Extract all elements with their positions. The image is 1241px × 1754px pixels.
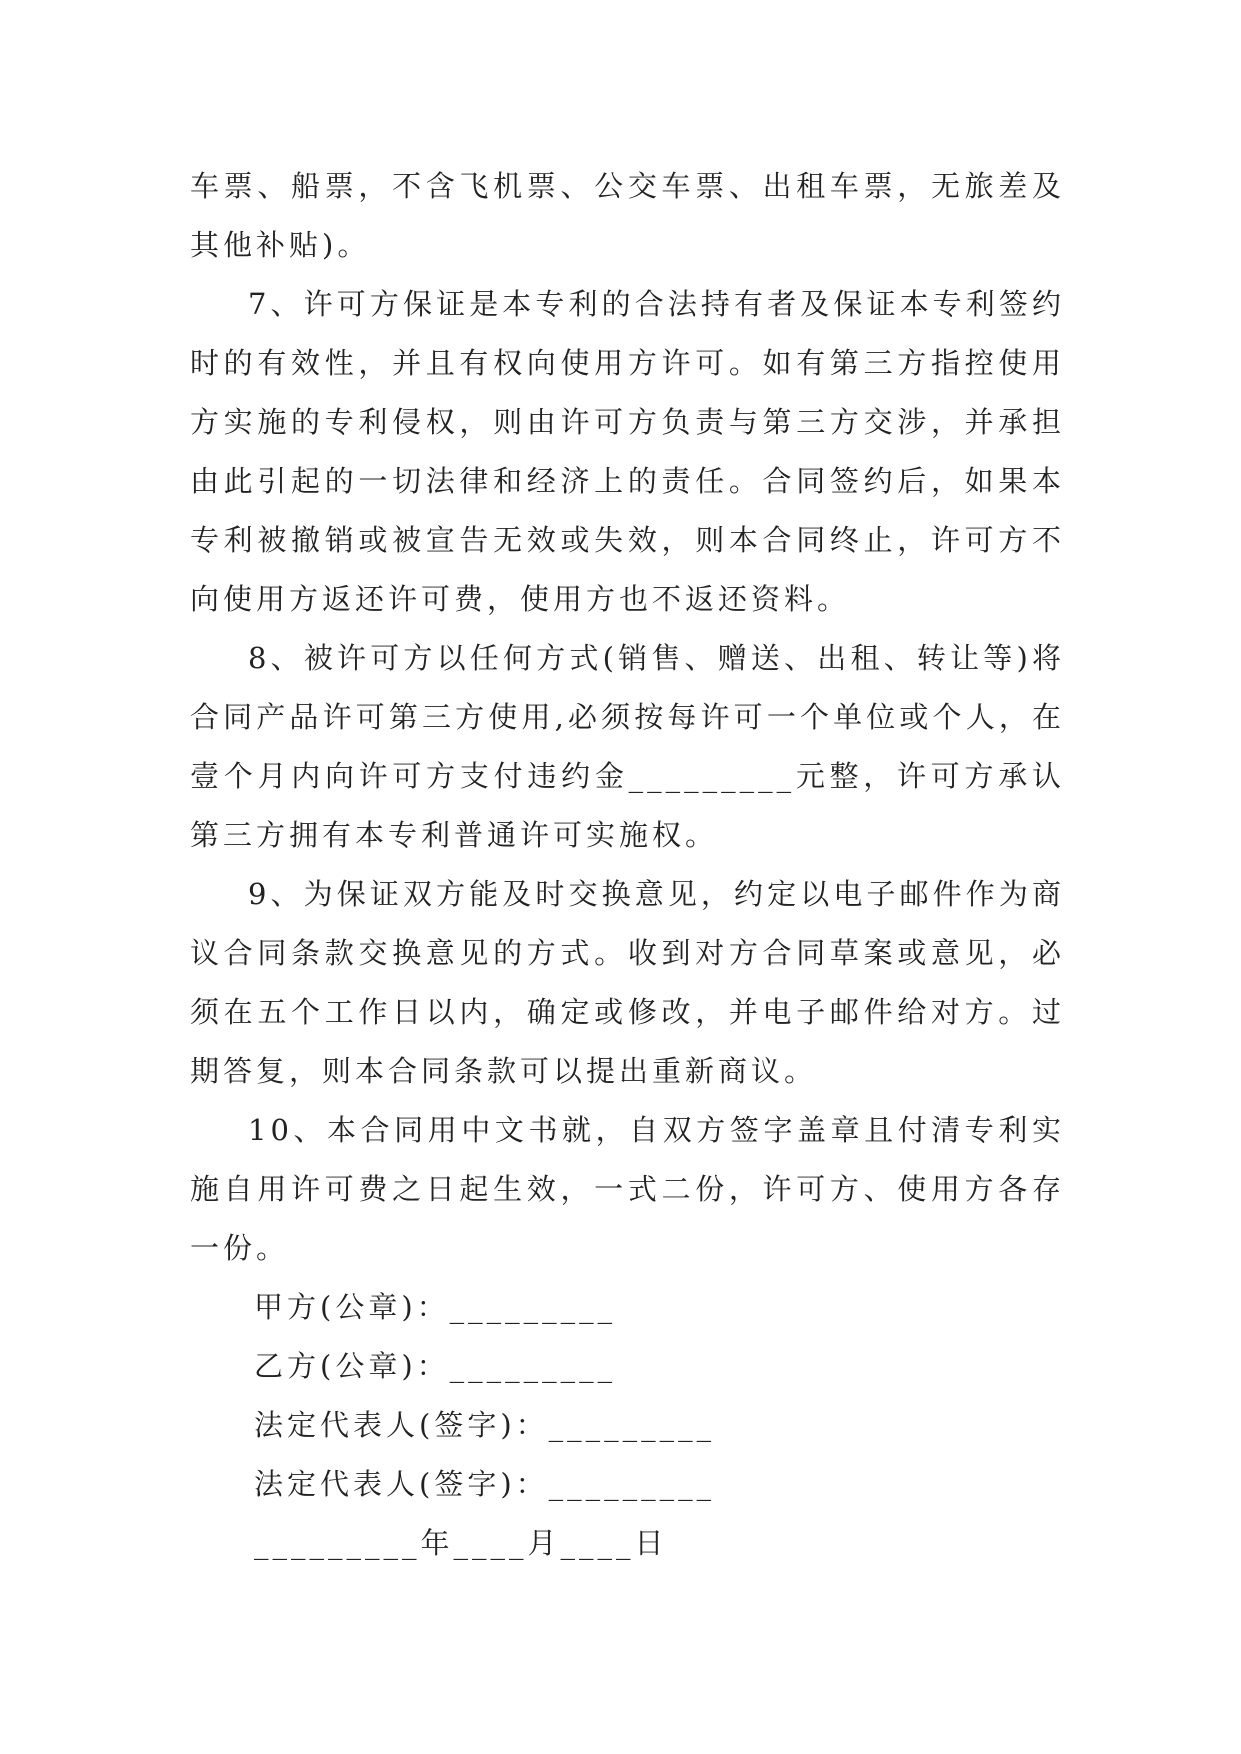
party-b-seal-line: 乙方(公章)：_________ bbox=[254, 1349, 617, 1383]
legal-representative-signature-line: 法定代表人(签字)：_________ bbox=[254, 1408, 716, 1442]
paragraph-continuation: 车票、船票，不含飞机票、公交车票、出租车票，无旅差及其他补贴)。 bbox=[190, 169, 1065, 262]
clause-8: 8、被许可方以任何方式(销售、赠送、出租、转让等)将合同产品许可第三方使用,必须按每许可一个单位或个人，在壹个月内向许可方支付违约金_________元整，许可方承认第三方拥有本专利普通许可实施权。 bbox=[190, 641, 1065, 852]
clause-10: 10、本合同用中文书就，自双方签字盖章且付清专利实施自用许可费之日起生效，一式二份，许可方、使用方各存一份。 bbox=[190, 1113, 1065, 1265]
clause-9: 9、为保证双方能及时交换意见，约定以电子邮件作为商议合同条款交换意见的方式。收到对方合同草案或意见，必须在五个工作日以内，确定或修改，并电子邮件给对方。过期答复，则本合同条款可以提出重新商议。 bbox=[190, 877, 1065, 1088]
party-a-seal-line: 甲方(公章)：_________ bbox=[254, 1290, 617, 1324]
legal-representative-signature-line: 法定代表人(签字)：_________ bbox=[254, 1467, 716, 1501]
signature-block bbox=[190, 1278, 1065, 1573]
clause-7: 7、许可方保证是本专利的合法持有者及保证本专利签约时的有效性，并且有权向使用方许可。如有第三方指控使用方实施的专利侵权，则由许可方负责与第三方交涉，并承担由此引起的一切法律和经济上的责任。合同签约后，如果本专利被撤销或被宣告无效或失效，则本合同终止，许可方不向使用方返还许可费，使用方也不返还资料。 bbox=[190, 287, 1065, 616]
document-body bbox=[190, 157, 1065, 1573]
date-line: _________年____月____日 bbox=[254, 1526, 668, 1560]
